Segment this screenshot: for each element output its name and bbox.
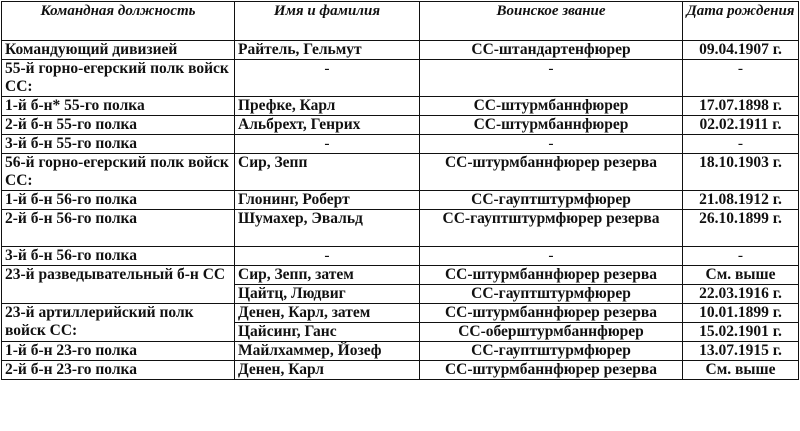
rank-cell: СС-оберштурмбаннфюрер: [420, 323, 683, 342]
position-cell: 23-й артиллерийский полк войск СС:: [2, 304, 235, 342]
rank-cell: -: [420, 60, 683, 97]
name-cell: Майлхаммер, Йозеф: [235, 342, 420, 361]
name-cell: Префке, Карл: [235, 97, 420, 116]
table-header-row: [2, 2, 799, 41]
rank-cell: СС-штурмбаннфюрер резерва: [420, 154, 683, 191]
position-cell: 2-й б-н 55-го полка: [2, 116, 235, 135]
position-cell: 1-й б-н 56-го полка: [2, 191, 235, 210]
rank-cell: СС-штурмбаннфюрер: [420, 97, 683, 116]
rank-cell: СС-гауптштурмфюрер: [420, 342, 683, 361]
name-cell: -: [235, 135, 420, 154]
position-cell: 23-й разведывательный б-н СС: [2, 266, 235, 304]
rank-cell: СС-штурмбаннфюрер резерва: [420, 361, 683, 380]
birth-date-cell: 18.10.1903 г.: [683, 154, 799, 191]
header-name: Имя и фамилия: [235, 2, 420, 41]
birth-date-cell: -: [683, 247, 799, 266]
table-row: [2, 41, 799, 60]
position-cell: 2-й б-н 23-го полка: [2, 361, 235, 380]
header-rank: Воинское звание: [420, 2, 683, 41]
birth-date-cell: 22.03.1916 г.: [683, 285, 799, 304]
name-cell: Шумахер, Эвальд: [235, 210, 420, 247]
birth-date-cell: 15.02.1901 г.: [683, 323, 799, 342]
table-row: [2, 97, 799, 116]
rank-cell: СС-гауптштурмфюрер: [420, 285, 683, 304]
rank-cell: СС-штандартенфюрер: [420, 41, 683, 60]
table-row: [2, 135, 799, 154]
name-cell: Сир, Зепп, затем: [235, 266, 420, 285]
birth-date-cell: См. выше: [683, 361, 799, 380]
name-cell: -: [235, 60, 420, 97]
birth-date-cell: 13.07.1915 г.: [683, 342, 799, 361]
name-cell: -: [235, 247, 420, 266]
header-birth-date: Дата рождения: [683, 2, 799, 41]
name-cell: Альбрехт, Генрих: [235, 116, 420, 135]
birth-date-cell: 17.07.1898 г.: [683, 97, 799, 116]
position-cell: 1-й б-н* 55-го полка: [2, 97, 235, 116]
table-row: [2, 342, 799, 361]
name-cell: Райтель, Гельмут: [235, 41, 420, 60]
table-row: [2, 304, 799, 323]
birth-date-cell: См. выше: [683, 266, 799, 285]
name-cell: Сир, Зепп: [235, 154, 420, 191]
position-cell: 3-й б-н 55-го полка: [2, 135, 235, 154]
position-cell: Командующий дивизией: [2, 41, 235, 60]
position-cell: 3-й б-н 56-го полка: [2, 247, 235, 266]
birth-date-cell: -: [683, 60, 799, 97]
rank-cell: СС-штурмбаннфюрер: [420, 116, 683, 135]
header-position: Командная должность: [2, 2, 235, 41]
birth-date-cell: 26.10.1899 г.: [683, 210, 799, 247]
rank-cell: СС-штурмбаннфюрер резерва: [420, 304, 683, 323]
birth-date-cell: 21.08.1912 г.: [683, 191, 799, 210]
rank-cell: -: [420, 247, 683, 266]
position-cell: 55-й горно-егерский полк войск СС:: [2, 60, 235, 97]
table-row: [2, 116, 799, 135]
rank-cell: СС-штурмбаннфюрер резерва: [420, 266, 683, 285]
table-row: [2, 210, 799, 247]
table-row: [2, 191, 799, 210]
position-cell: 56-й горно-егерский полк войск СС:: [2, 154, 235, 191]
birth-date-cell: 02.02.1911 г.: [683, 116, 799, 135]
birth-date-cell: 10.01.1899 г.: [683, 304, 799, 323]
table-row: [2, 154, 799, 191]
rank-cell: СС-гауптштурмфюрер резерва: [420, 210, 683, 247]
table-row: [2, 60, 799, 97]
name-cell: Глонинг, Роберт: [235, 191, 420, 210]
rank-cell: -: [420, 135, 683, 154]
name-cell: Цайсинг, Ганс: [235, 323, 420, 342]
name-cell: Цайтц, Людвиг: [235, 285, 420, 304]
table-row: [2, 361, 799, 380]
birth-date-cell: 09.04.1907 г.: [683, 41, 799, 60]
command-roster-table: [1, 1, 799, 380]
position-cell: 2-й б-н 56-го полка: [2, 210, 235, 247]
birth-date-cell: -: [683, 135, 799, 154]
position-cell: 1-й б-н 23-го полка: [2, 342, 235, 361]
rank-cell: СС-гауптштурмфюрер: [420, 191, 683, 210]
name-cell: Денен, Карл: [235, 361, 420, 380]
table-row: [2, 266, 799, 285]
name-cell: Денен, Карл, затем: [235, 304, 420, 323]
table-row: [2, 247, 799, 266]
